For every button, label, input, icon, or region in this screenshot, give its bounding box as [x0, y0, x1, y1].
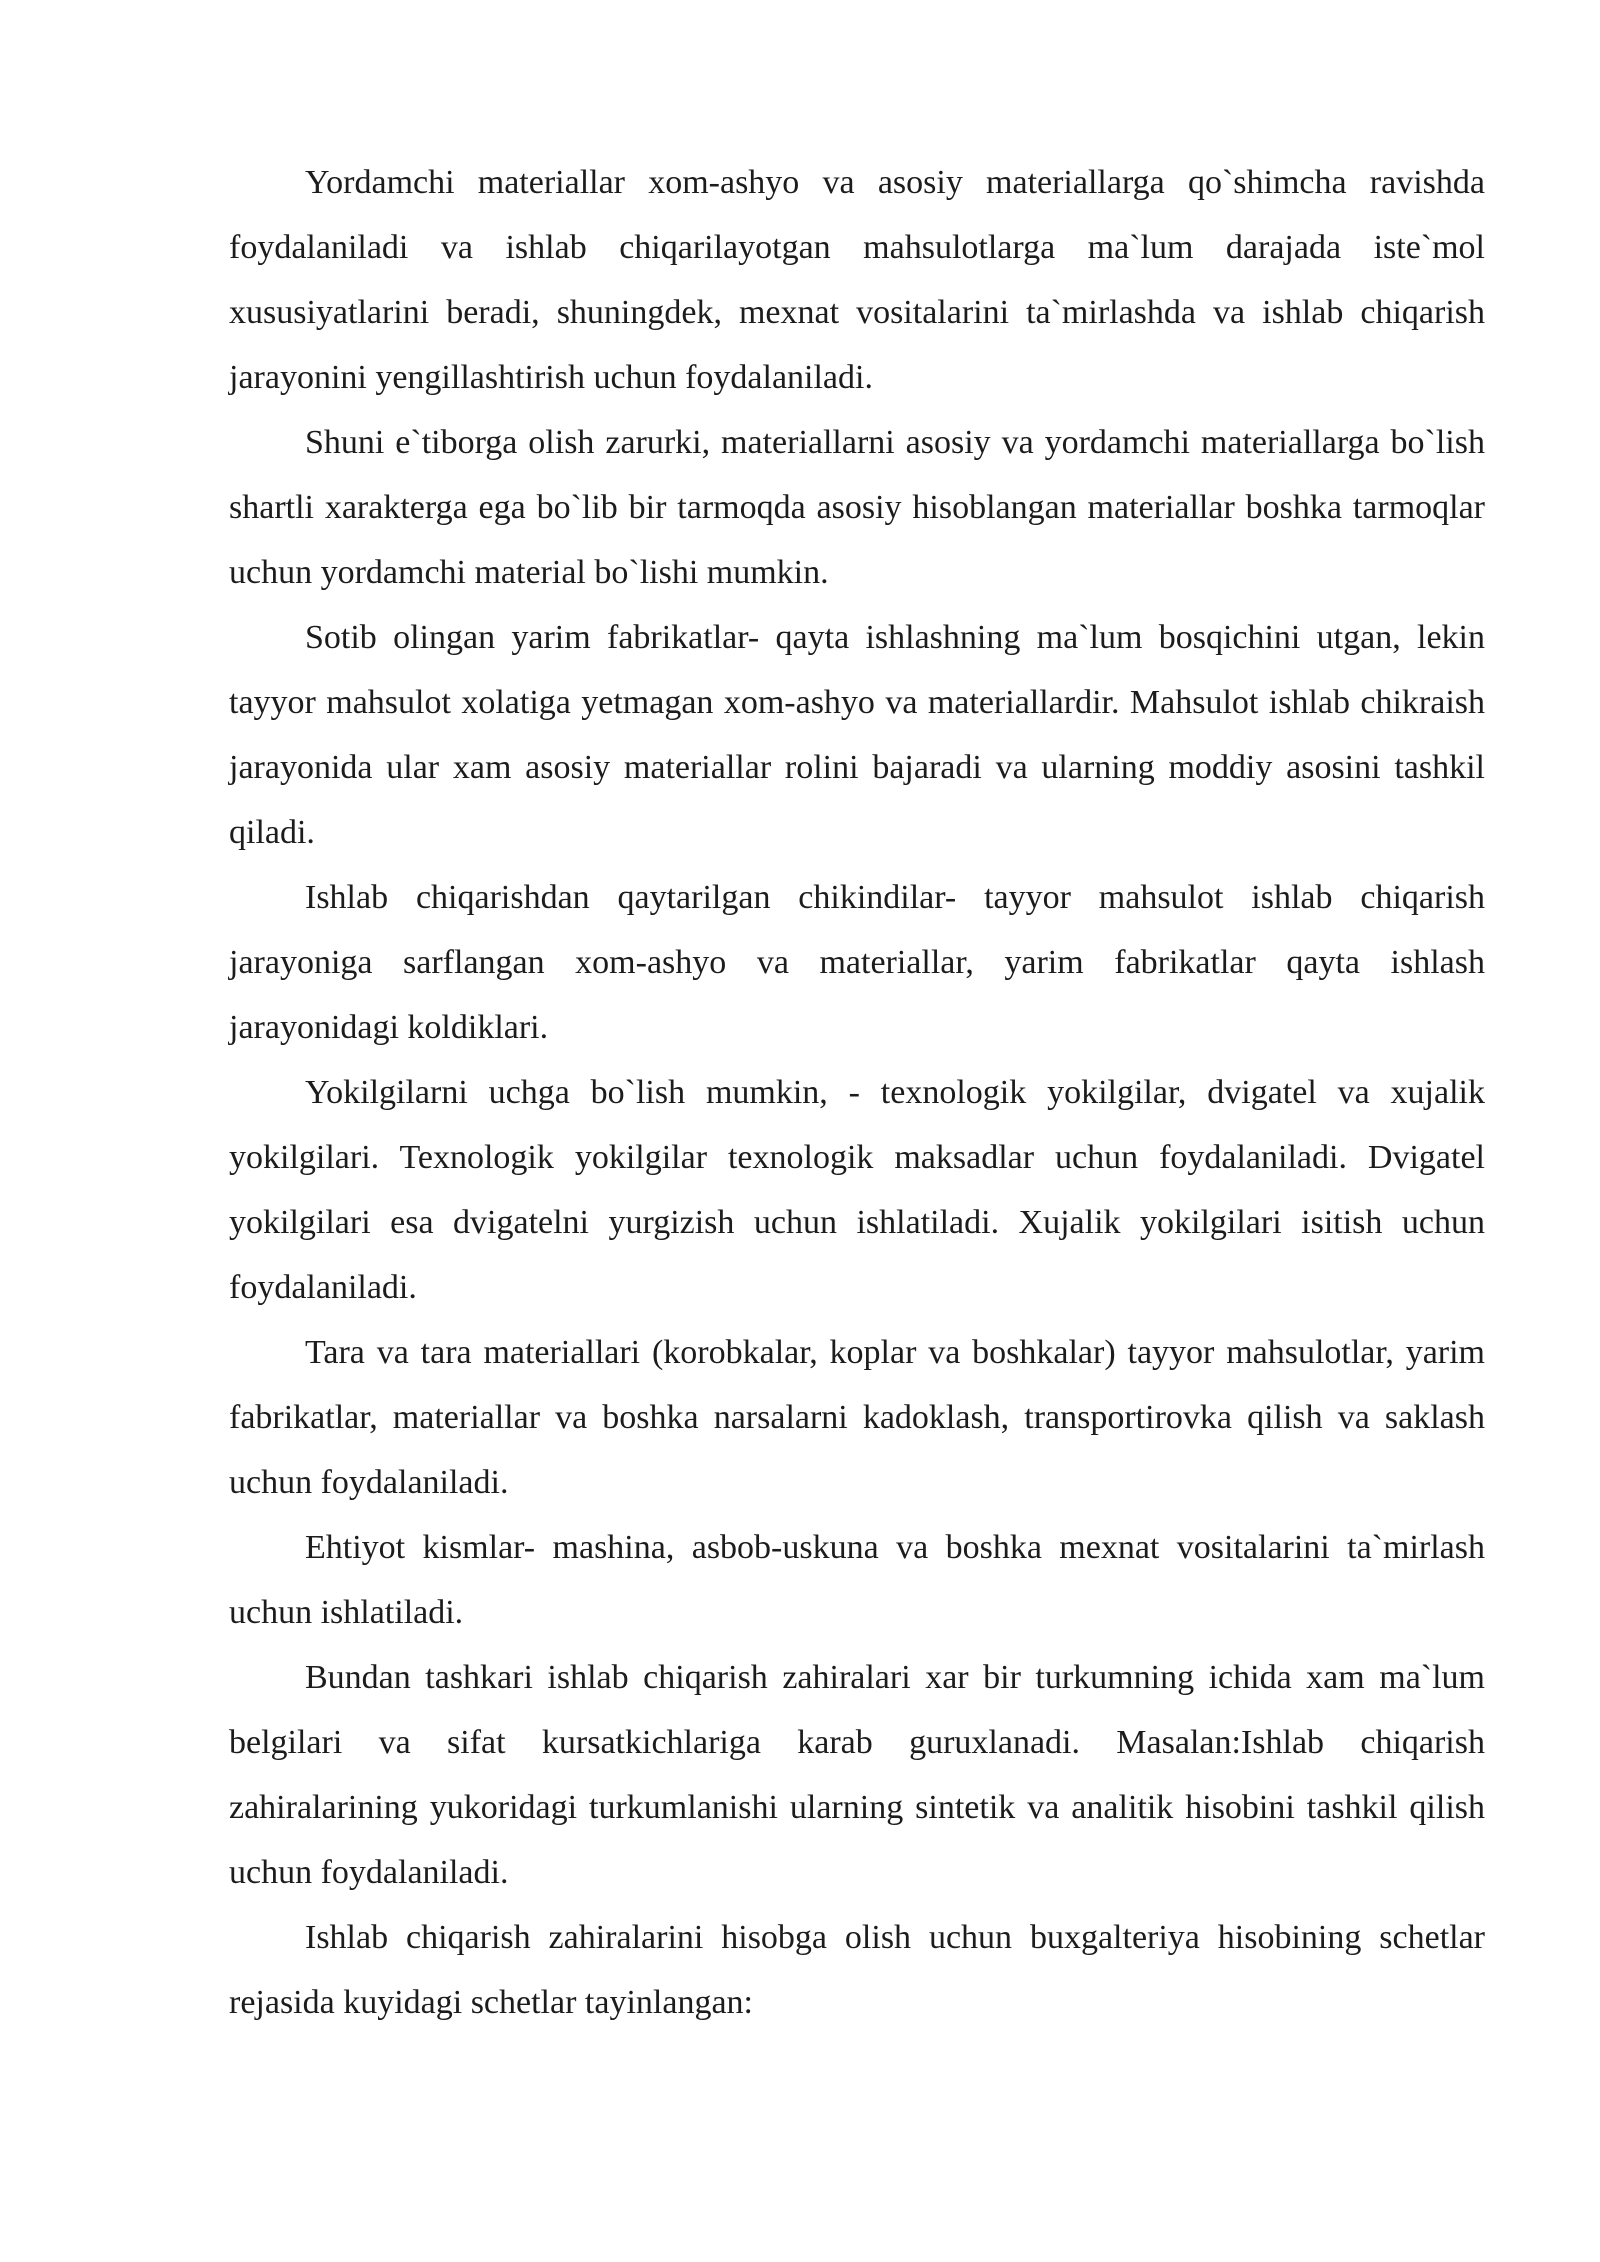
paragraph-fuels: Yokilgilarni uchga bo`lish mumkin, - texnologik yokilgilar, dvigatel va xujalik yokilgilari. Texnologik yokilgilar texnologik maksadlar uchun foydalaniladi. Dvigatel yokilgilari esa dvigatelni yurgizish uchun ishlatiladi. Xujalik yokilgilari isitish uchun foydalaniladi. [229, 1074, 1485, 1306]
paragraph-auxiliary-materials: Yordamchi materiallar xom-ashyo va asosiy materiallarga qo`shimcha ravishda foydalaniladi va ishlab chiqarilayotgan mahsulotlarga ma`lum darajada iste`mol xususiyatlarini beradi, shuningdek, mexnat vositalarini ta`mirlashda va ishlab chiqarish jarayonini yengillashtirish uchun foydalaniladi. [229, 164, 1485, 396]
paragraph-spare-parts: Ehtiyot kismlar- mashina, asbob-uskuna va boshka mexnat vositalarini ta`mirlash uchun ishlatiladi. [229, 1529, 1485, 1631]
paragraph-semi-finished-products: Sotib olingan yarim fabrikatlar- qayta ishlashning ma`lum bosqichini utgan, lekin tayyor mahsulot xolatiga yetmagan xom-ashyo va materiallardir. Mahsulot ishlab chikraish jarayonida ular xam asosiy materiallar rolini bajaradi va ularning moddiy asosini tashkil qiladi. [229, 619, 1485, 851]
paragraph-classification-note: Shuni e`tiborga olish zarurki, materiallarni asosiy va yordamchi materiallarga bo`lish shartli xarakterga ega bo`lib bir tarmoqda asosiy hisoblangan materiallar boshka tarmoqlar uchun yordamchi material bo`lishi mumkin. [229, 424, 1485, 591]
paragraph-grouping: Bundan tashkari ishlab chiqarish zahiralari xar bir turkumning ichida xam ma`lum belgilari va sifat kursatkichlariga karab guruxlanadi. Masalan:Ishlab chiqarish zahiralarining yukoridagi turkumlanishi ularning sintetik va analitik hisobini tashkil qilish uchun foydalaniladi. [229, 1659, 1485, 1891]
paragraph-packaging: Tara va tara materiallari (korobkalar, koplar va boshkalar) tayyor mahsulotlar, yarim fabrikatlar, materiallar va boshka narsalarni kadoklash, transportirovka qilish va saklash uchun foydalaniladi. [229, 1334, 1485, 1501]
paragraph-accounts-intro: Ishlab chiqarish zahiralarini hisobga olish uchun buxgalteriya hisobining schetlar rejasida kuyidagi schetlar tayinlangan: [229, 1919, 1485, 2021]
document-body [229, 150, 1485, 2035]
paragraph-production-waste: Ishlab chiqarishdan qaytarilgan chikindilar- tayyor mahsulot ishlab chiqarish jarayoniga sarflangan xom-ashyo va materiallar, yarim fabrikatlar qayta ishlash jarayonidagi koldiklari. [229, 879, 1485, 1046]
